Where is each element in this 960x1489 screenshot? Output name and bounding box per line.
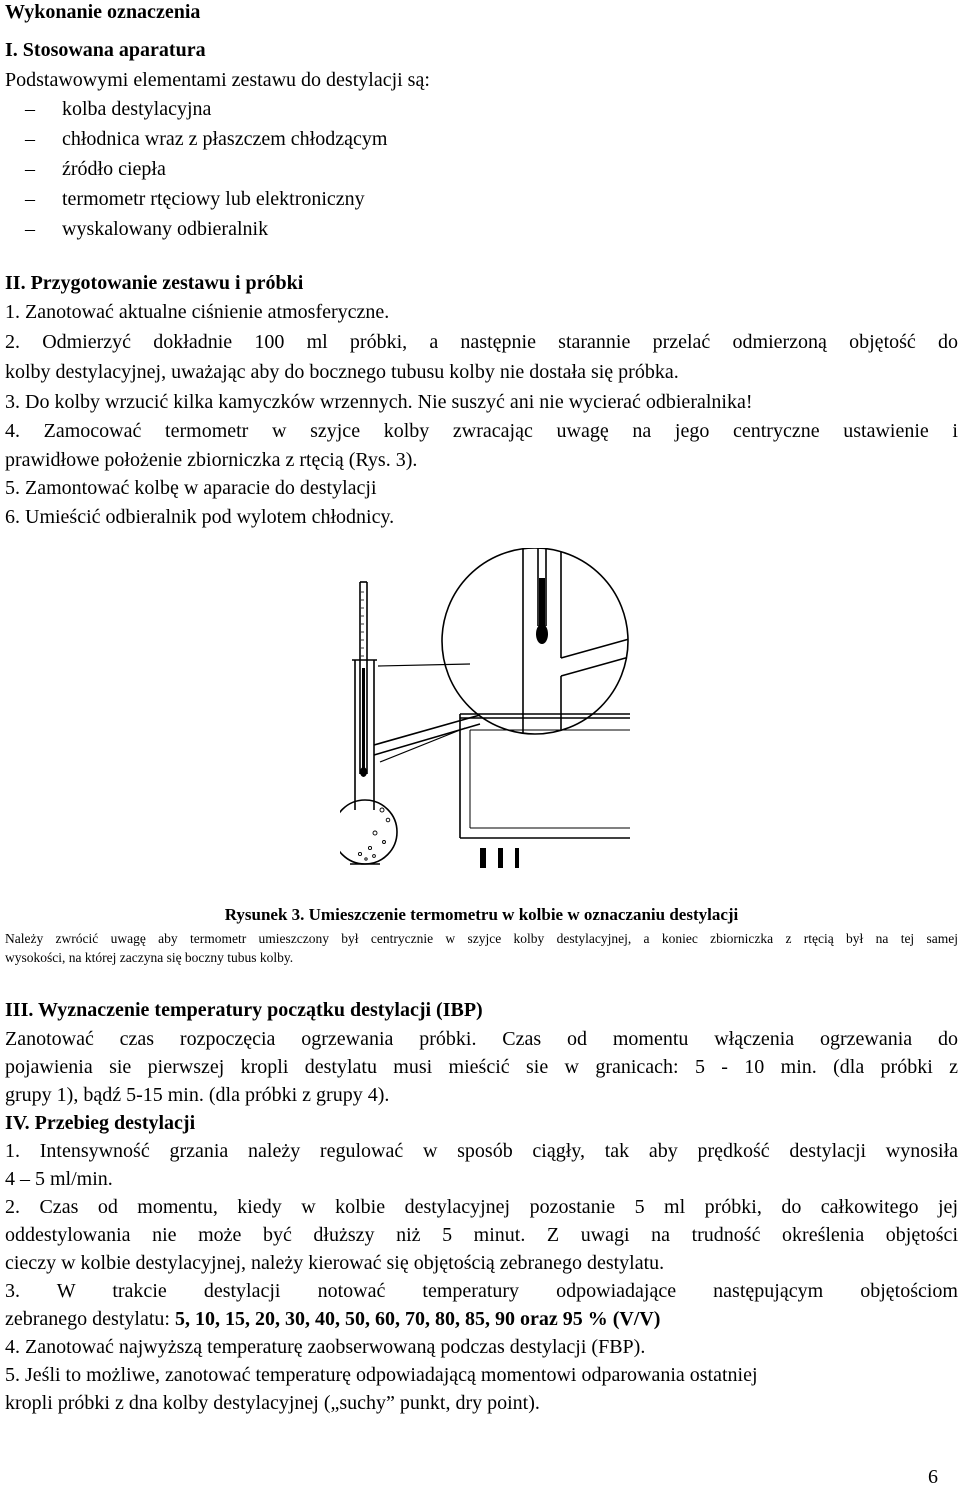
list-item-text: źródło ciepła	[62, 158, 166, 180]
section1-intro: Podstawowymi elementami zestawu do destylacji są:	[5, 69, 430, 91]
section4-p1-line-2: 4 – 5 ml/min.	[5, 1168, 113, 1190]
section4-p5-line-1: 5. Jeśli to możliwe, zanotować temperaturę odpowiadającą momentowi odparowania ostatniej	[5, 1364, 758, 1386]
section4-p2-line-3: cieczy w kolbie destylacyjnej, należy kierować się objętością zebranego destylatu.	[5, 1252, 665, 1274]
step-3: 3. Do kolby wrzucić kilka kamyczków wrzennych. Nie suszyć ani nie wycierać odbieralnika!	[5, 391, 753, 413]
section2-heading: II. Przygotowanie zestawu i próbki	[5, 272, 304, 294]
list-item-text: chłodnica wraz z płaszczem chłodzącym	[62, 128, 388, 150]
dash-bullet: –	[25, 218, 35, 240]
section4-p2-line-1: 2. Czas od momentu, kiedy w kolbie destylacyjnej pozostanie 5 ml próbki, do całkowitego jej	[5, 1196, 958, 1218]
figure-caption: Rysunek 3. Umieszczenie termometru w kolbie w oznaczaniu destylacji	[224, 905, 739, 924]
page-title: Wykonanie oznaczenia	[5, 1, 201, 23]
dash-bullet: –	[25, 188, 35, 210]
step-5: 5. Zamontować kolbę w aparacie do destylacji	[5, 477, 377, 499]
section4-p3-line-2-text: zebranego destylatu:	[5, 1308, 175, 1330]
figure-note-line-1: Należy zwrócić uwagę aby termometr umieszczony był centrycznie w szyjce kolby destylacyjnej, a koniec zbiorniczka z rtęcią był na tej samej	[5, 931, 958, 946]
section3-heading: III. Wyznaczenie temperatury początku destylacji (IBP)	[5, 999, 483, 1021]
section4-p3-line-1: 3. W trakcie destylacji notować temperatury odpowiadające następującym objętościom	[5, 1280, 958, 1302]
section4-p1-line-1: 1. Intensywność grzania należy regulować w sposób ciągły, tak aby prędkość destylacji wynosiła	[5, 1140, 958, 1162]
section3-line-3: grupy 1), bądź 5-15 min. (dla próbki z grupy 4).	[5, 1084, 390, 1106]
section3-line-2: pojawienia sie pierwszej kropli destylatu musi mieścić sie w granicach: 5 - 10 min. (dla próbki z	[5, 1056, 958, 1078]
list-item-text: termometr rtęciowy lub elektroniczny	[62, 188, 365, 210]
figure-note-line-2: wysokości, na której zaczyna się boczny tubus kolby.	[5, 950, 294, 965]
step-1: 1. Zanotować aktualne ciśnienie atmosferyczne.	[5, 301, 390, 323]
step-2-line-2: kolby destylacyjnej, uważając aby do bocznego tubusu kolby nie dostała się próbka.	[5, 361, 679, 383]
volume-list: 5, 10, 15, 20, 30, 40, 50, 60, 70, 80, 85, 90 oraz 95 % (V/V)	[174, 1308, 661, 1330]
step-6: 6. Umieścić odbieralnik pod wylotem chłodnicy.	[5, 506, 395, 528]
section4-heading: IV. Przebieg destylacji	[5, 1112, 196, 1134]
dash-bullet: –	[25, 128, 35, 150]
page-number: 6	[928, 1466, 938, 1488]
dash-bullet: –	[25, 158, 35, 180]
list-item-text: wyskalowany odbieralnik	[62, 218, 269, 240]
step-2-line-1: 2. Odmierzyć dokładnie 100 ml próbki, a następnie starannie przelać odmierzoną objętość do	[5, 331, 958, 353]
section1-heading: I. Stosowana aparatura	[5, 39, 206, 61]
step-4-line-2: prawidłowe położenie zbiorniczka z rtęcią (Rys. 3).	[5, 449, 418, 471]
section4-p5-line-2: kropli próbki z dna kolby destylacyjnej („suchy” punkt, dry point).	[5, 1392, 540, 1414]
section4-p4: 4. Zanotować najwyższą temperaturę zaobserwowaną podczas destylacji (FBP).	[5, 1336, 646, 1358]
section4-p2-line-2: oddestylowania nie może być dłuższy niż 5 minut. Z uwagi na trudność określenia objętości	[5, 1224, 958, 1246]
dash-bullet: –	[25, 98, 35, 120]
section3-line-1: Zanotować czas rozpoczęcia ogrzewania próbki. Czas od momentu włączenia ogrzewania do	[5, 1028, 958, 1050]
distillation-apparatus-figure	[340, 548, 630, 870]
section4-p3-line-2	[5, 1307, 660, 1331]
step-4-line-1: 4. Zamocować termometr w szyjce kolby zwracając uwagę na jego centryczne ustawienie i	[5, 420, 958, 442]
list-item-text: kolba destylacyjna	[62, 98, 212, 120]
